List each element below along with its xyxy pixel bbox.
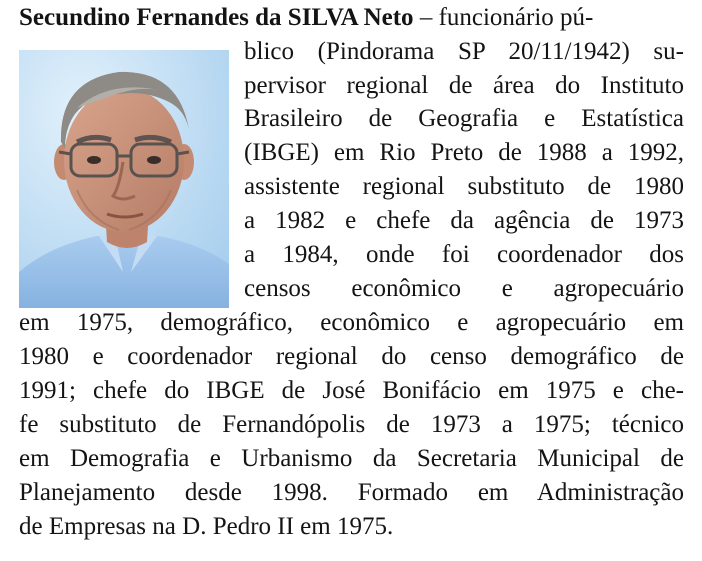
text-line-13: fe substituto de Fernandópolis de 1973 a 1975; técnico bbox=[19, 411, 684, 438]
text-line-10: em 1975, demográfico, econômico e agropecuário em bbox=[19, 309, 684, 336]
text-line-1 bbox=[19, 1, 684, 34]
portrait-photo bbox=[19, 50, 229, 308]
name-dash: – bbox=[419, 4, 433, 31]
text-line-14: em Demografia e Urbanismo da Secretaria Municipal de bbox=[19, 445, 684, 472]
text-line-8: a 1984, onde foi coordenador dos bbox=[244, 241, 684, 268]
text-line-5: (IBGE) em Rio Preto de 1988 a 1992, bbox=[244, 139, 684, 166]
text-line-11: 1980 e coordenador regional do censo demográfico de bbox=[19, 343, 684, 370]
text-line-15: Planejamento desde 1998. Formado em Administração bbox=[19, 479, 684, 506]
text-line-7: a 1982 e chefe da agência de 1973 bbox=[244, 207, 684, 234]
text-line-4: Brasileiro de Geografia e Estatística bbox=[244, 105, 684, 132]
text-line-12: 1991; chefe do IBGE de José Bonifácio em 1975 e che- bbox=[19, 377, 684, 404]
text-line-16: de Empresas na D. Pedro II em 1975. bbox=[19, 513, 394, 540]
person-name: Secundino Fernandes da SILVA Neto bbox=[19, 4, 414, 31]
text-line-1-rest: funcionário pú- bbox=[438, 4, 594, 31]
portrait-illustration bbox=[19, 50, 229, 308]
text-line-2: blico (Pindorama SP 20/11/1942) su- bbox=[244, 38, 684, 65]
text-line-6: assistente regional substituto de 1980 bbox=[244, 173, 684, 200]
text-line-3: pervisor regional de área do Instituto bbox=[244, 72, 684, 99]
text-line-9: censos econômico e agropecuário bbox=[244, 275, 684, 302]
